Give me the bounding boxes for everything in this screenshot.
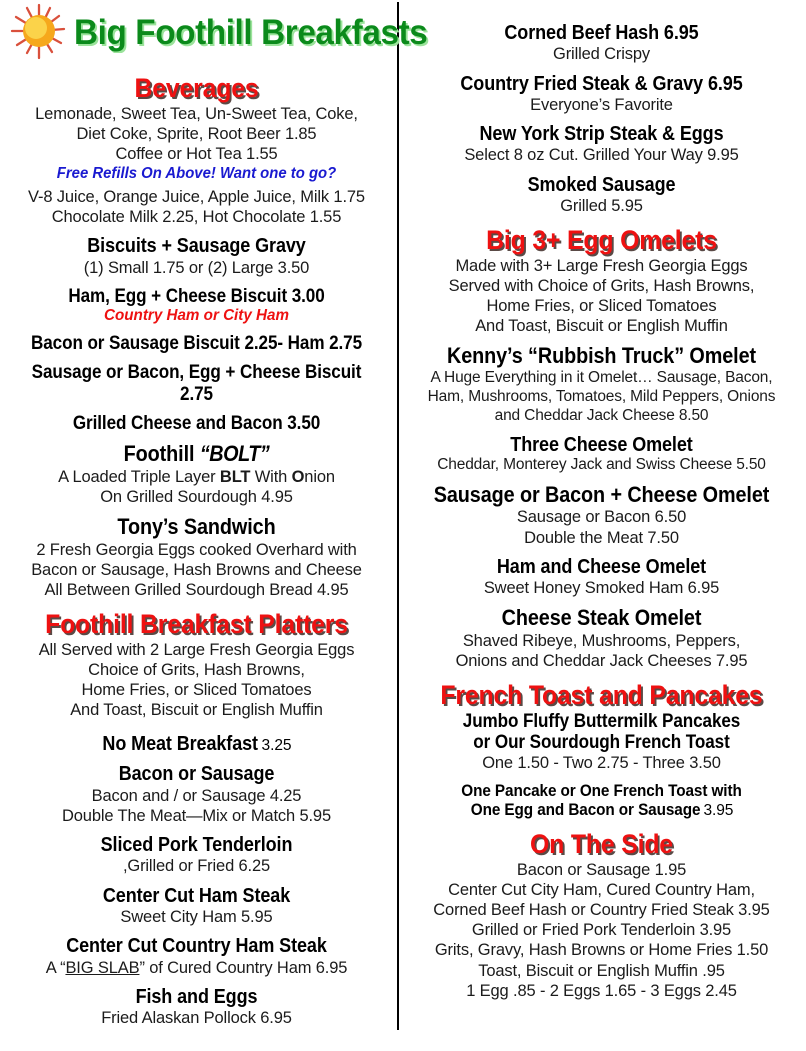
item-no-meat-breakfast-price: 3.25 <box>261 737 292 755</box>
omelets-desc-2: Served with Choice of Grits, Hash Browns, <box>448 276 755 295</box>
item-pancake-combo-line-1: One Pancake or One French Toast with <box>461 781 742 801</box>
sun-icon <box>6 1 72 63</box>
item-corned-beef-hash-desc: Grilled Crispy <box>553 45 650 64</box>
item-new-york-strip-steak-desc: Select 8 oz Cut. Grilled Your Way 9.95 <box>464 146 739 165</box>
item-pancakes-line-1: Jumbo Fluffy Buttermilk Pancakes <box>462 710 741 732</box>
item-rubbish-truck-omelet-desc-3: and Cheddar Jack Cheese 8.50 <box>494 406 709 424</box>
item-ham-and-cheese-omelet-desc: Sweet Honey Smoked Ham 6.95 <box>483 579 720 598</box>
item-rubbish-truck-omelet-desc-2: Ham, Mushrooms, Tomatoes, Mild Peppers, Onions <box>427 387 776 405</box>
item-foothill-bolt-plain: Foothill <box>123 441 200 467</box>
item-ham-egg-cheese-biscuit-note: Country Ham or City Ham <box>104 307 289 325</box>
beverage-line-2: Diet Coke, Sprite, Root Beer 1.85 <box>76 124 317 143</box>
item-grilled-cheese-and-bacon: Grilled Cheese and Bacon 3.50 <box>72 412 321 434</box>
item-new-york-strip-steak: New York Strip Steak & Eggs <box>479 123 724 146</box>
juice-line-2: Chocolate Milk 2.25, Hot Chocolate 1.55 <box>51 208 342 227</box>
platters-desc-2: Choice of Grits, Hash Browns, <box>88 660 305 679</box>
section-heading-breakfast-platters: Foothill Breakfast Platters <box>45 608 348 639</box>
omelets-desc-1: Made with 3+ Large Fresh Georgia Eggs <box>455 256 748 275</box>
item-sausage-bacon-cheese-omelet: Sausage or Bacon + Cheese Omelet <box>433 481 770 507</box>
beverage-line-3: Coffee or Hot Tea 1.55 <box>115 144 278 163</box>
side-line-3: Corned Beef Hash or Country Fried Steak 3.95 <box>433 901 770 920</box>
item-biscuits-sausage-gravy: Biscuits + Sausage Gravy <box>87 235 306 258</box>
side-line-6: Toast, Biscuit or English Muffin .95 <box>478 961 725 980</box>
item-cheese-steak-omelet-desc-1: Shaved Ribeye, Mushrooms, Peppers, <box>462 631 741 650</box>
item-three-cheese-omelet-desc: Cheddar, Monterey Jack and Swiss Cheese 5.50 <box>437 455 766 473</box>
brand-title: Big Foothill Breakfasts <box>74 12 428 52</box>
item-bacon-or-sausage-desc-1: Bacon and / or Sausage 4.25 <box>91 786 302 805</box>
side-line-7: 1 Egg .85 - 2 Eggs 1.65 - 3 Eggs 2.45 <box>466 981 737 1000</box>
item-pancakes-line-2: or Our Sourdough French Toast <box>473 731 730 753</box>
beverage-line-1: Lemonade, Sweet Tea, Un-Sweet Tea, Coke, <box>35 104 358 123</box>
section-heading-egg-omelets: Big 3+ Egg Omelets <box>486 225 717 256</box>
item-foothill-bolt <box>23 442 370 467</box>
item-sausage-bacon-egg-cheese-biscuit: Sausage or Bacon, Egg + Cheese Biscuit 2.75 <box>31 362 362 405</box>
item-center-cut-ham-steak: Center Cut Ham Steak <box>102 884 291 907</box>
item-ham-egg-cheese-biscuit: Ham, Egg + Cheese Biscuit 3.00 <box>68 285 325 307</box>
item-foothill-bolt-italic: “BOLT” <box>199 441 270 467</box>
item-foothill-bolt-desc-1: A Loaded Triple Layer BLT With Onion <box>58 467 335 486</box>
side-line-2: Center Cut City Ham, Cured Country Ham, <box>448 881 755 900</box>
item-rubbish-truck-omelet: Kenny’s “Rubbish Truck” Omelet <box>446 343 757 369</box>
side-line-1: Bacon or Sausage 1.95 <box>516 860 687 879</box>
item-foothill-bolt-desc-2: On Grilled Sourdough 4.95 <box>100 487 293 506</box>
item-sliced-pork-tenderloin-desc: ,Grilled or Fried 6.25 <box>122 857 271 876</box>
item-pancake-combo-price: 3.95 <box>703 802 734 820</box>
section-heading-beverages: Beverages <box>134 73 259 103</box>
right-column <box>397 0 806 1001</box>
item-three-cheese-omelet: Three Cheese Omelet <box>510 433 693 456</box>
item-tonys-sandwich-desc-1: 2 Fresh Georgia Eggs cooked Overhard with <box>36 540 357 559</box>
item-smoked-sausage-desc: Grilled 5.95 <box>560 196 643 215</box>
item-bacon-or-sausage-desc-2: Double The Meat—Mix or Match 5.95 <box>62 806 331 825</box>
item-tonys-sandwich-desc-2: Bacon or Sausage, Hash Browns and Cheese <box>31 560 362 579</box>
platters-desc-1: All Served with 2 Large Fresh Georgia Eggs <box>38 640 355 659</box>
item-pancake-combo-line-2 <box>430 800 773 820</box>
column-divider <box>397 2 399 1030</box>
side-line-4: Grilled or Fried Pork Tenderloin 3.95 <box>471 921 732 940</box>
item-country-fried-steak: Country Fried Steak & Gravy 6.95 <box>460 72 743 95</box>
platters-desc-3: Home Fries, or Sliced Tomatoes <box>81 680 312 699</box>
item-rubbish-truck-omelet-desc-1: A Huge Everything in it Omelet… Sausage, Bacon, <box>430 368 773 386</box>
item-center-cut-country-ham-steak: Center Cut Country Ham Steak <box>66 935 327 958</box>
item-tonys-sandwich: Tony’s Sandwich <box>117 513 276 539</box>
omelets-desc-4: And Toast, Biscuit or English Muffin <box>475 317 728 336</box>
platters-desc-4: And Toast, Biscuit or English Muffin <box>70 700 323 719</box>
item-sliced-pork-tenderloin: Sliced Pork Tenderloin <box>100 834 293 857</box>
free-refills-note: Free Refills On Above! Want one to go? <box>56 164 337 182</box>
item-country-fried-steak-desc: Everyone’s Favorite <box>530 95 673 114</box>
item-biscuits-sausage-gravy-desc: (1) Small 1.75 or (2) Large 3.50 <box>83 258 310 277</box>
item-no-meat-breakfast <box>23 733 370 755</box>
item-pancakes-prices: One 1.50 - Two 2.75 - Three 3.50 <box>482 754 721 773</box>
item-sausage-bacon-cheese-omelet-desc-2: Double the Meat 7.50 <box>524 528 679 547</box>
section-heading-on-the-side: On The Side <box>530 829 673 860</box>
side-line-5: Grits, Gravy, Hash Browns or Home Fries 1.50 <box>434 941 769 960</box>
omelets-desc-3: Home Fries, or Sliced Tomatoes <box>486 296 717 315</box>
juice-line-1: V-8 Juice, Orange Juice, Apple Juice, Milk 1.75 <box>28 187 365 206</box>
masthead <box>4 0 428 64</box>
item-tonys-sandwich-desc-3: All Between Grilled Sourdough Bread 4.95 <box>44 580 349 599</box>
section-heading-french-toast-pancakes: French Toast and Pancakes <box>440 680 763 711</box>
item-cheese-steak-omelet: Cheese Steak Omelet <box>501 605 702 631</box>
item-smoked-sausage: Smoked Sausage <box>527 173 676 196</box>
item-center-cut-ham-steak-desc: Sweet City Ham 5.95 <box>120 908 273 926</box>
item-cheese-steak-omelet-desc-2: Onions and Cheddar Jack Cheeses 7.95 <box>455 651 748 670</box>
big-slab-emphasis: BIG SLAB <box>65 958 140 977</box>
item-bacon-sausage-biscuit: Bacon or Sausage Biscuit 2.25- Ham 2.75 <box>30 333 363 355</box>
item-sausage-bacon-cheese-omelet-desc-1: Sausage or Bacon 6.50 <box>516 508 687 527</box>
item-fish-and-eggs-desc: Fried Alaskan Pollock 6.95 <box>101 1009 292 1028</box>
item-bacon-or-sausage: Bacon or Sausage <box>118 763 275 786</box>
item-no-meat-breakfast-label: No Meat Breakfast <box>102 733 258 756</box>
item-center-cut-country-ham-steak-desc: A “BIG SLAB” of Cured Country Ham 6.95 <box>45 958 348 977</box>
item-ham-and-cheese-omelet: Ham and Cheese Omelet <box>496 555 707 578</box>
item-fish-and-eggs: Fish and Eggs <box>135 985 258 1008</box>
item-corned-beef-hash: Corned Beef Hash 6.95 <box>504 22 699 44</box>
item-pancake-combo-label: One Egg and Bacon or Sausage <box>470 800 701 820</box>
